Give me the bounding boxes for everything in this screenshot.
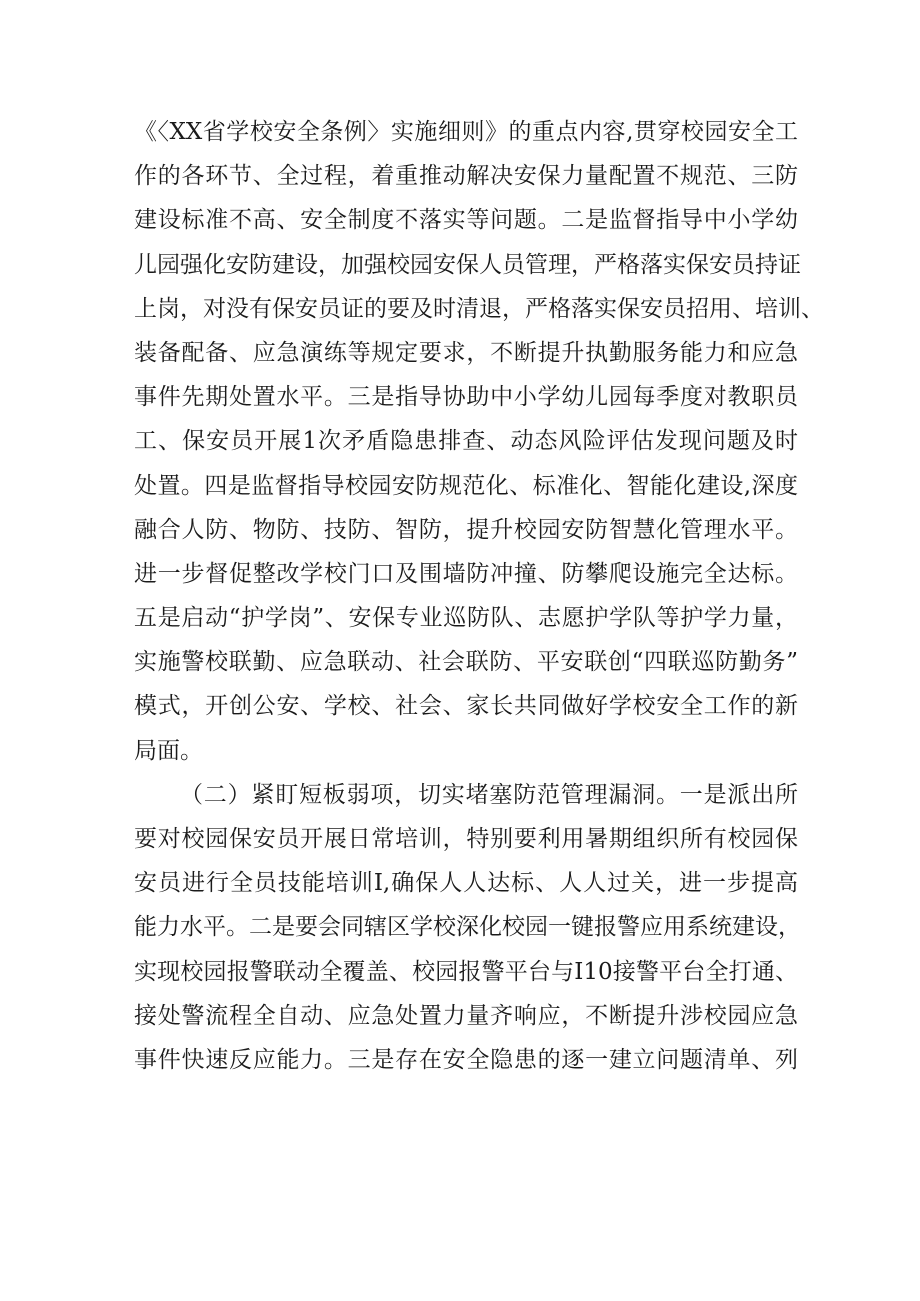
text-line: 模式，开创公安、学校、社会、家长共同做好学校安全工作的新 (134, 693, 798, 720)
text-line: 接处警流程全自动、应急处置力量齐响应，不断提升涉校园应急 (134, 1002, 798, 1029)
paragraph-1 (134, 110, 824, 773)
text-line: 实施警校联勤、应急联动、社会联防、平安联创“四联巡防勤务” (134, 649, 798, 676)
text-line: 进一步督促整改学校门口及围墙防冲撞、防攀爬设施完全达标。 (134, 560, 798, 587)
text-line: 要对校园保安员开展日常培训，特别要利用暑期组织所有校园保 (134, 826, 798, 852)
text-line: 安员进行全员技能培训I,确保人人达标、人人过关，进一步提高 (134, 870, 798, 897)
text-line: 处置。四是监督指导校园安防规范化、标准化、智能化建设,深度 (134, 472, 798, 499)
text-line: 五是启动“护学岗”、安保专业巡防队、志愿护学队等护学力量， (134, 605, 798, 632)
paragraph-2 (134, 773, 801, 1082)
text-line: 实现校园报警联动全覆盖、校园报警平台与I10接警平台全打通、 (134, 958, 798, 985)
text-line: 能力水平。二是要会同辖区学校深化校园一键报警应用系统建设， (134, 914, 801, 941)
text-line: 工、保安员开展1次矛盾隐患排查、动态风险评估发现问题及时 (134, 428, 798, 455)
text-line: 事件先期处置水平。三是指导协助中小学幼儿园每季度对教职员 (134, 384, 798, 411)
text-line: 上岗，对没有保安员证的要及时清退，严格落实保安员招用、培训、 (134, 295, 824, 322)
text-line: 装备配备、应急演练等规定要求，不断提升执勤服务能力和应急 (134, 339, 798, 366)
text-line: 事件快速反应能力。三是存在安全隐患的逐一建立问题清单、列 (134, 1046, 798, 1073)
text-line: 局面。 (134, 737, 203, 764)
text-line: 《〈XX省学校安全条例〉实施细则》的重点内容,贯穿校园安全工 (134, 119, 798, 145)
text-line: 作的各环节、全过程，着重推动解决安保力量配置不规范、三防 (134, 163, 798, 190)
section-heading-line: （二）紧盯短板弱项，切实堵塞防范管理漏洞。一是派出所 (180, 781, 798, 808)
text-line: 建设标准不高、安全制度不落实等问题。二是监督指导中小学幼 (134, 207, 798, 234)
text-line: 儿园强化安防建设，加强校园安保人员管理，严格落实保安员持证 (134, 251, 801, 278)
document-body (134, 110, 824, 1082)
text-line: 融合人防、物防、技防、智防，提升校园安防智慧化管理水平。 (134, 516, 798, 543)
